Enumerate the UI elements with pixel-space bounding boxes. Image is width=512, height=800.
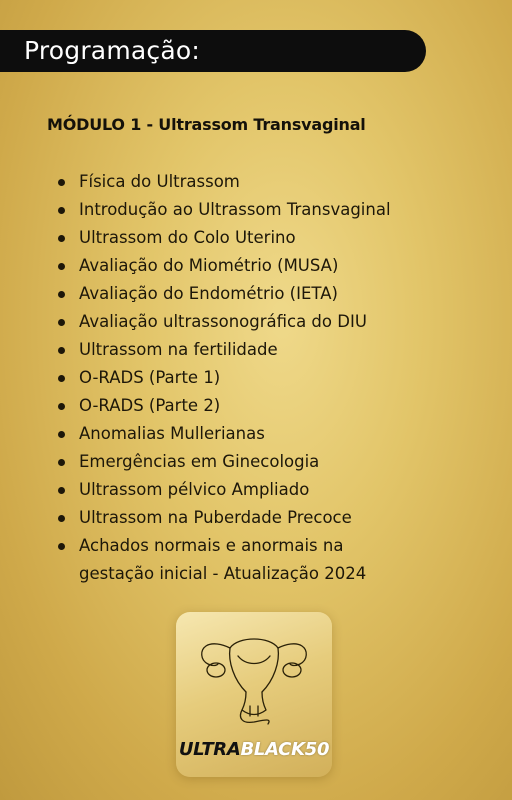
topic-label: O-RADS (Parte 1) xyxy=(79,368,221,387)
topic-item xyxy=(58,168,488,196)
topic-item xyxy=(58,532,488,588)
topic-item xyxy=(58,448,488,476)
bullet-icon xyxy=(58,179,65,186)
bullet-icon xyxy=(58,263,65,270)
topic-label: Avaliação ultrassonográfica do DIU xyxy=(79,312,367,331)
module-title: MÓDULO 1 - Ultrassom Transvaginal xyxy=(47,115,366,134)
topic-label: Avaliação do Miométrio (MUSA) xyxy=(79,256,339,275)
bullet-icon xyxy=(58,487,65,494)
topic-item xyxy=(58,280,488,308)
brand-wordmark xyxy=(176,738,332,762)
topic-item xyxy=(58,364,488,392)
bullet-icon xyxy=(58,319,65,326)
topic-item xyxy=(58,308,488,336)
topic-label: Ultrassom na fertilidade xyxy=(79,340,278,359)
bullet-icon xyxy=(58,403,65,410)
bullet-icon xyxy=(58,291,65,298)
header-bar xyxy=(0,30,426,72)
topic-label: Avaliação do Endométrio (IETA) xyxy=(79,284,338,303)
brand-logo-card xyxy=(176,612,332,777)
topic-label: O-RADS (Parte 2) xyxy=(79,396,221,415)
topic-label: Ultrassom do Colo Uterino xyxy=(79,228,296,247)
topic-label: Física do Ultrassom xyxy=(79,172,240,191)
topic-label: Ultrassom pélvico Ampliado xyxy=(79,480,310,499)
page-title: Programação: xyxy=(24,36,200,65)
topic-label: Emergências em Ginecologia xyxy=(79,452,320,471)
topic-item xyxy=(58,476,488,504)
brand-ultra: ULTRA xyxy=(178,739,241,760)
bullet-icon xyxy=(58,347,65,354)
topic-item xyxy=(58,420,488,448)
brand-black50: BLACK50 xyxy=(240,739,330,760)
topic-item xyxy=(58,392,488,420)
topic-item xyxy=(58,196,488,224)
topic-item xyxy=(58,336,488,364)
topic-label: Ultrassom na Puberdade Precoce xyxy=(79,508,352,527)
topic-item xyxy=(58,224,488,252)
bullet-icon xyxy=(58,207,65,214)
topic-label-line-1: Achados normais e anormais na xyxy=(79,536,344,555)
bullet-icon xyxy=(58,235,65,242)
bullet-icon xyxy=(58,515,65,522)
bullet-icon xyxy=(58,543,65,550)
topic-item xyxy=(58,504,488,532)
uterus-icon xyxy=(194,622,314,732)
topic-label: Introdução ao Ultrassom Transvaginal xyxy=(79,200,391,219)
bullet-icon xyxy=(58,431,65,438)
topic-item xyxy=(58,252,488,280)
topic-list xyxy=(58,168,488,588)
bullet-icon xyxy=(58,459,65,466)
bullet-icon xyxy=(58,375,65,382)
topic-label: Anomalias Mullerianas xyxy=(79,424,265,443)
topic-label-line-2: gestação inicial - Atualização 2024 xyxy=(79,564,367,583)
